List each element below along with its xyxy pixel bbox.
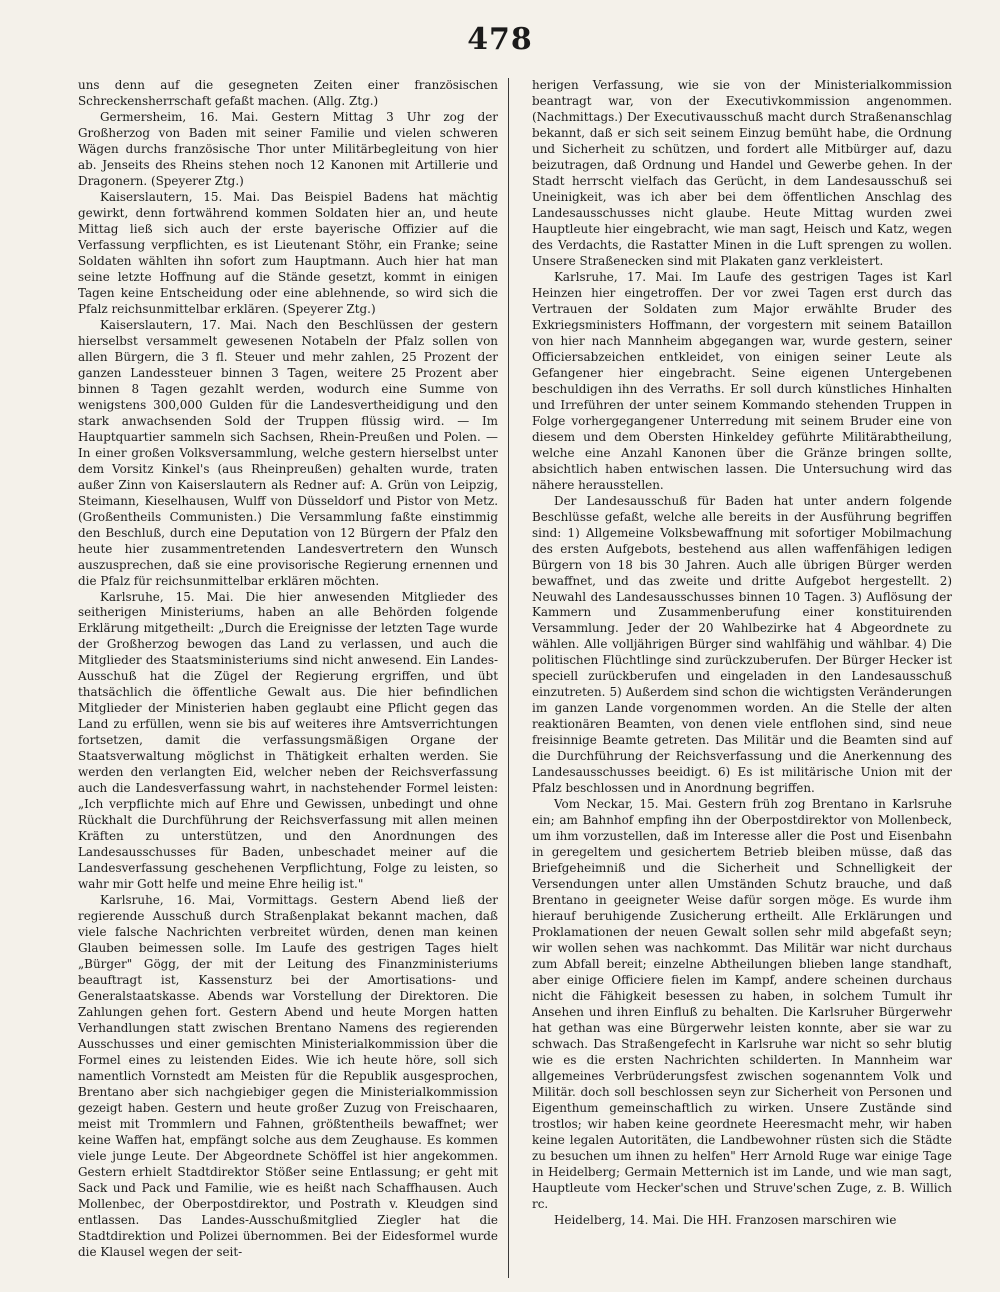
article-paragraph: Karlsruhe, 15. Mai. Die hier anwesenden Mitglieder des seitherigen Ministeriums, haben an alle Behörden folgende Erklärung mitgetheilt: „Durch die Ereignisse der letzten Tage wurde der Großherzog bewogen das Land zu verlassen, und auch die Mitglieder des Staatsministeriums sind nicht anwesend. Ein Landes-Ausschuß hat die Zügel der Regierung ergriffen, und übt thatsächlich die öffentliche Gewalt aus. Die hier befindlichen Mitglieder der Ministerien haben geglaubt eine Pflicht gegen das Land zu erfüllen, wenn sie bis auf weiteres ihre Amtsverrichtungen fortsetzen, damit die verfassungsmäßigen Organe der Staatsverwaltung möglichst in Thätigkeit erhalten werden. Sie werden den verlangten Eid, welcher neben der Reichsverfassung auch die Landesverfassung wahrt, in nachstehender Formel leisten: „Ich verpflichte mich auf Ehre und Gewissen, unbedingt und ohne Rückhalt die Durchführung der Reichsverfassung mit allen meinen Kräften zu unterstützen, und den Anordnungen des Landesausschusses für Baden, unbeschadet meiner auf die Landesverfassung geschehenen Verpflichtung, Folge zu leisten, so wahr mir Gott helfe und meine Ehre heilig ist." <box>78 589 498 892</box>
article-paragraph: Heidelberg, 14. Mai. Die HH. Franzosen marschiren wie <box>554 1212 897 1227</box>
right-column <box>532 78 952 1229</box>
article-paragraph: Karlsruhe, 16. Mai, Vormittags. Gestern Abend ließ der regierende Ausschuß durch Straßenplakat bekannt machen, daß viele falsche Nachrichten verbreitet würden, denen man keinen Glauben beimessen solle. Im Laufe des gestrigen Tages hielt „Bürger" Gögg, der mit der Leitung des Finanzministeriums beauftragt ist, Kassensturz bei der Amortisations- und Generalstaatskasse. Abends war Vorstellung der Direktoren. Die Zahlungen gehen fort. Gestern Abend und heute Morgen hatten Verhandlungen statt zwischen Brentano Namens des regierenden Ausschusses und einer gemischten Ministerialkommission über die Formel eines zu leistenden Eides. Wie ich heute höre, soll sich namentlich Vornstedt am Meisten für die Republik ausgesprochen, Brentano aber sich nachgiebiger gegen die Ministerialkommission gezeigt haben. Gestern und heute großer Zuzug von Freischaaren, meist mit Trommlern und Fahnen, größtentheils bewaffnet; wer keine Waffen hat, empfängt solche aus dem Zeughause. Es kommen viele junge Leute. Der Abgeordnete Schöffel ist hier angekommen. Gestern erhielt Stadtdirektor Stößer seine Entlassung; er geht mit Sack und Pack und Familie, wie es heißt nach Schaffhausen. Auch Mollenbec, der Oberpostdirektor, und Postrath v. Kleudgen sind entlassen. Das Landes-Ausschußmitglied Ziegler hat die Stadtdirektion und Polizei übernommen. Bei der Eidesformel wurde die Klausel wegen der seit- <box>78 893 498 1259</box>
article-paragraph: Kaiserslautern, 17. Mai. Nach den Beschlüssen der gestern hierselbst versammelt gewesenen Notabeln der Pfalz sollen von allen Bürgern, die 3 fl. Steuer und mehr zahlen, 25 Prozent der ganzen Landessteuer binnen 3 Tagen, weitere 25 Prozent aber binnen 8 Tagen gezahlt werden, wodurch eine Summe von wenigstens 300,000 Gulden für die Landesvertheidigung und den stark anwachsenden Sold der Truppen flüssig wird. — Im Hauptquartier sammeln sich Sachsen, Rhein-Preußen und Polen. — In einer großen Volksversammlung, welche gestern hierselbst unter dem Vorsitz Kinkel's (aus Rheinpreußen) gehalten wurde, traten außer Zinn von Kaiserslautern als Redner auf: A. Grün von Leipzig, Steimann, Kieselhausen, Wulff von Düsseldorf und Pistor von Metz. (Großentheils Communisten.) Die Versammlung faßte einstimmig den Beschluß, durch eine Deputation von 12 Bürgern der Pfalz den heute hier zusammentretenden Landesvertretern den Wunsch auszusprechen, daß sie eine provisorische Regierung ernennen und die Pfalz für reichsunmittelbar erklären möchten. <box>78 317 498 588</box>
article-paragraph: Germersheim, 16. Mai. Gestern Mittag 3 Uhr zog der Großherzog von Baden mit seiner Familie und vielen schweren Wägen durchs französische Thor unter Militärbegleitung von hier ab. Jenseits des Rheins stehen noch 12 Kanonen mit Artillerie und Dragonern. (Speyerer Ztg.) <box>78 109 498 188</box>
article-paragraph: Vom Neckar, 15. Mai. Gestern früh zog Brentano in Karlsruhe ein; am Bahnhof empfing ihn der Oberpostdirektor von Mollenbeck, um ihm vorzustellen, daß im Interesse aller die Post und Eisenbahn in geregeltem und gesichertem Betrieb bleiben müsse, daß das Briefgeheimniß und die Sicherheit und Schnelligkeit der Versendungen unter allen Umständen Schutz brauche, und daß Brentano in geeigneter Weise dafür sorgen möge. Es wurde ihm hierauf beruhigende Zusicherung ertheilt. Alle Erklärungen und Proklamationen der neuen Gewalt sollen sehr mild abgefaßt seyn; wir wollen sehen was nachkommt. Das Militär war nicht durchaus zum Abfall bereit; einzelne Abtheilungen blieben lange standhaft, aber einige Officiere fielen im Kampf, andere scheinen durchaus nicht die Fähigkeit besessen zu haben, in solchem Tumult ihr Ansehen und ihren Einfluß zu behalten. Die Karlsruher Bürgerwehr hat gethan was eine Bürgerwehr leisten konnte, aber sie war zu schwach. Das Straßengefecht in Karlsruhe war nicht so sehr blutig wie es die ersten Nachrichten schilderten. In Mannheim war allgemeines Verbrüderungsfest zwischen sogenanntem Volk und Militär. doch soll beschlossen seyn zur Sicherheit von Personen und Eigenthum gemeinschaftlich zu wirken. Unsere Zustände sind trostlos; wir haben keine geordnete Heeresmacht mehr, wir haben keine legalen Autoritäten, die Landbewohner rüsten sich die Städte zu besuchen um ihnen zu helfen" Herr Arnold Ruge war einige Tage in Heidelberg; Germain Metternich ist im Lande, und wie man sagt, Hauptleute vom Hecker'schen und Struve'schen Zuge, z. B. Willich rc. <box>532 797 952 1211</box>
article-paragraph: Karlsruhe, 17. Mai. Im Laufe des gestrigen Tages ist Karl Heinzen hier eingetroffen. Der vor zwei Tagen erst durch das Vertrauen der Soldaten zum Major erwählte Bruder des Exkriegsministers Hoffmann, der vorgestern mit seinem Bataillon von hier nach Mannheim abgegangen war, wurde gestern, seiner Officiersabzeichen entkleidet, von einigen seiner Leute als Gefangener hier eingebracht. Seine eigenen Untergebenen beschuldigen ihn des Verraths. Er soll durch künstliches Hinhalten und Irreführen der unter seinem Kommando stehenden Truppen in Folge vorhergegangener Unterredung mit seinem Bruder eine von diesem und dem Obersten Hinkeldey geführte Militärabtheilung, welche eine Anzahl Kanonen über die Gränze bringen sollte, absichtlich haben entwischen lassen. Die Untersuchung wird das nähere herausstellen. <box>532 269 952 492</box>
article-paragraph: uns denn auf die gesegneten Zeiten einer französischen Schreckensherrschaft gefaßt machen. (Allg. Ztg.) <box>78 78 498 108</box>
article-paragraph: Kaiserslautern, 15. Mai. Das Beispiel Badens hat mächtig gewirkt, denn fortwährend kommen Soldaten hier an, und heute Mittag ließ sich auch der erste bayerische Offizier auf die Verfassung verpflichten, es ist Lieutenant Stöhr, ein Franke; seine Soldaten wählten ihn sofort zum Hauptmann. Auch hier hat man seine letzte Hoffnung auf die Stände gesetzt, kommt in einigen Tagen keine Entscheidung oder eine ablehnende, so wird sich die Pfalz reichsunmittelbar erklären. (Speyerer Ztg.) <box>78 189 498 316</box>
column-divider <box>508 78 509 1278</box>
page-number: 478 <box>467 22 533 57</box>
article-paragraph: Der Landesausschuß für Baden hat unter andern folgende Beschlüsse gefaßt, welche alle bereits in der Ausführung begriffen sind: 1) Allgemeine Volksbewaffnung mit sofortiger Mobilmachung des ersten Aufgebots, bestehend aus allen waffenfähigen ledigen Bürgern von 18 bis 30 Jahren. Auch alle übrigen Bürger werden bewaffnet, und das zweite und dritte Aufgebot hergestellt. 2) Neuwahl des Landesausschusses binnen 10 Tagen. 3) Auflösung der Kammern und Zusammenberufung einer konstituirenden Versammlung. Jeder der 20 Wahlbezirke hat 4 Abgeordnete zu wählen. Alle volljährigen Bürger sind wahlfähig und wählbar. 4) Die politischen Flüchtlinge sind zurückzuberufen. Der Bürger Hecker ist speciell zurückberufen und eingeladen in den Landesausschuß einzutreten. 5) Außerdem sind schon die wichtigsten Veränderungen im ganzen Lande vorgenommen worden. An die Stelle der alten reaktionären Beamten, von denen viele entflohen sind, sind neue freisinnige Beamte getreten. Das Militär und die Beamten sind auf die Durchführung der Reichsverfassung und die Anerkennung des Landesausschusses beeidigt. 6) Es ist militärische Union mit der Pfalz beschlossen und in Anordnung begriffen. <box>532 493 952 796</box>
left-column <box>78 78 498 1261</box>
article-paragraph: herigen Verfassung, wie sie von der Ministerialkommission beantragt war, von der Executivkommission angenommen. (Nachmittags.) Der Executivausschuß macht durch Straßenanschlag bekannt, daß er sich seit seinem Einzug bemüht habe, die Ordnung und Sicherheit zu schützen, und fordert alle Mitbürger auf, dazu beizutragen, daß Ordnung und Handel und Gewerbe gehen. In der Stadt herrscht vielfach das Gerücht, in dem Landesausschuß sei Uneinigkeit, was ich aber bei dem öffentlichen Anschlag des Landesausschusses nicht glaube. Heute Mittag wurden zwei Hauptleute hier eingebracht, wie man sagt, Heisch und Katz, wegen des Verdachts, die Rastatter Minen in die Luft sprengen zu wollen. Unsere Straßenecken sind mit Plakaten ganz verkleistert. <box>532 78 952 268</box>
